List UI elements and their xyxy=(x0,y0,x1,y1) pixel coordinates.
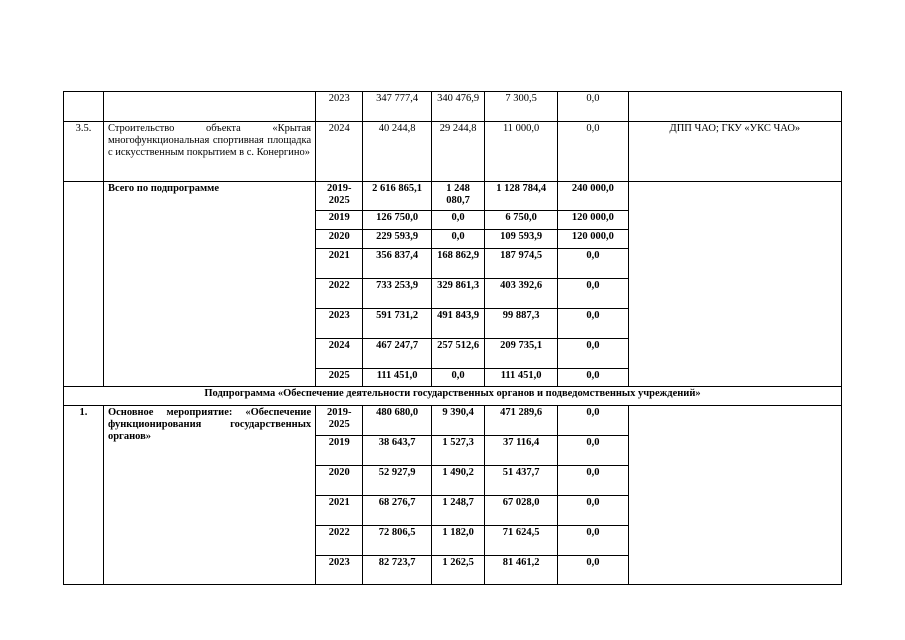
total-cell: 347 777,4 xyxy=(363,92,432,122)
responsible-cell xyxy=(628,406,841,585)
fund-3-cell: 240 000,0 xyxy=(558,182,629,211)
total-cell: 52 927,9 xyxy=(363,466,432,496)
number-cell: 3.5. xyxy=(64,122,104,182)
subprogram-total-label: Всего по подпрограмме xyxy=(103,182,315,387)
table-row xyxy=(64,387,842,406)
fund-3-cell: 0,0 xyxy=(558,249,629,279)
fund-2-cell: 71 624,5 xyxy=(485,526,558,556)
fund-1-cell: 1 182,0 xyxy=(431,526,484,556)
fund-1-cell: 329 861,3 xyxy=(431,279,484,309)
fund-3-cell: 0,0 xyxy=(558,309,629,339)
fund-1-cell: 168 862,9 xyxy=(431,249,484,279)
fund-2-cell: 209 735,1 xyxy=(485,339,558,369)
total-cell: 126 750,0 xyxy=(363,211,432,230)
year-cell: 2020 xyxy=(316,466,363,496)
fund-2-cell: 1 128 784,4 xyxy=(485,182,558,211)
fund-3-cell: 0,0 xyxy=(558,526,629,556)
year-cell: 2023 xyxy=(316,309,363,339)
year-cell: 2022 xyxy=(316,279,363,309)
fund-1-cell: 0,0 xyxy=(431,211,484,230)
fund-1-cell: 1 527,3 xyxy=(431,436,484,466)
fund-2-cell: 111 451,0 xyxy=(485,369,558,387)
year-cell: 2019 xyxy=(316,211,363,230)
fund-1-cell: 1 248,7 xyxy=(431,496,484,526)
total-cell: 467 247,7 xyxy=(363,339,432,369)
fund-3-cell: 0,0 xyxy=(558,556,629,585)
fund-2-cell: 81 461,2 xyxy=(485,556,558,585)
responsible-cell xyxy=(628,92,841,122)
total-cell: 38 643,7 xyxy=(363,436,432,466)
number-cell xyxy=(64,92,104,122)
table-row xyxy=(64,122,842,182)
fund-3-cell: 0,0 xyxy=(558,436,629,466)
fund-2-cell: 99 887,3 xyxy=(485,309,558,339)
budget-table xyxy=(63,91,842,585)
year-cell: 2019 xyxy=(316,436,363,466)
fund-2-cell: 37 116,4 xyxy=(485,436,558,466)
year-cell: 2020 xyxy=(316,230,363,249)
fund-1-cell: 1 262,5 xyxy=(431,556,484,585)
fund-2-cell: 67 028,0 xyxy=(485,496,558,526)
year-cell: 2021 xyxy=(316,249,363,279)
fund-2-cell: 11 000,0 xyxy=(485,122,558,182)
fund-3-cell: 0,0 xyxy=(558,496,629,526)
total-cell: 40 244,8 xyxy=(363,122,432,182)
year-cell: 2019-2025 xyxy=(316,182,363,211)
total-cell: 591 731,2 xyxy=(363,309,432,339)
year-cell: 2024 xyxy=(316,339,363,369)
fund-1-cell: 9 390,4 xyxy=(431,406,484,436)
fund-2-cell: 187 974,5 xyxy=(485,249,558,279)
fund-3-cell: 0,0 xyxy=(558,369,629,387)
year-cell: 2022 xyxy=(316,526,363,556)
fund-2-cell: 7 300,5 xyxy=(485,92,558,122)
fund-1-cell: 0,0 xyxy=(431,230,484,249)
fund-2-cell: 403 392,6 xyxy=(485,279,558,309)
table-row xyxy=(64,182,842,211)
name-cell xyxy=(103,92,315,122)
fund-1-cell: 0,0 xyxy=(431,369,484,387)
total-cell: 111 451,0 xyxy=(363,369,432,387)
responsible-cell xyxy=(628,182,841,387)
number-cell xyxy=(64,182,104,387)
total-cell: 2 616 865,1 xyxy=(363,182,432,211)
subprogram-title: Подпрограмма «Обеспечение деятельности государственных органов и подведомственных учреждений» xyxy=(64,387,842,406)
name-cell: Строительство объекта «Крытая многофункциональная спортивная площадка с искусственным покрытием в с. Конергино» xyxy=(103,122,315,182)
name-cell: Основное мероприятие: «Обеспечение функционирования государственных органов» xyxy=(103,406,315,585)
total-cell: 356 837,4 xyxy=(363,249,432,279)
year-cell: 2025 xyxy=(316,369,363,387)
table-row xyxy=(64,92,842,122)
total-cell: 733 253,9 xyxy=(363,279,432,309)
total-cell: 229 593,9 xyxy=(363,230,432,249)
fund-3-cell: 120 000,0 xyxy=(558,211,629,230)
total-cell: 68 276,7 xyxy=(363,496,432,526)
fund-1-cell: 491 843,9 xyxy=(431,309,484,339)
fund-3-cell: 0,0 xyxy=(558,279,629,309)
year-cell: 2023 xyxy=(316,92,363,122)
total-cell: 480 680,0 xyxy=(363,406,432,436)
fund-2-cell: 6 750,0 xyxy=(485,211,558,230)
fund-2-cell: 109 593,9 xyxy=(485,230,558,249)
fund-2-cell: 471 289,6 xyxy=(485,406,558,436)
year-cell: 2023 xyxy=(316,556,363,585)
year-cell: 2021 xyxy=(316,496,363,526)
fund-1-cell: 1 248 080,7 xyxy=(431,182,484,211)
total-cell: 82 723,7 xyxy=(363,556,432,585)
fund-1-cell: 1 490,2 xyxy=(431,466,484,496)
fund-1-cell: 257 512,6 xyxy=(431,339,484,369)
responsible-cell: ДПП ЧАО; ГКУ «УКС ЧАО» xyxy=(628,122,841,182)
total-cell: 72 806,5 xyxy=(363,526,432,556)
fund-1-cell: 340 476,9 xyxy=(431,92,484,122)
fund-3-cell: 0,0 xyxy=(558,466,629,496)
table-row xyxy=(64,406,842,436)
fund-3-cell: 120 000,0 xyxy=(558,230,629,249)
fund-3-cell: 0,0 xyxy=(558,122,629,182)
fund-1-cell: 29 244,8 xyxy=(431,122,484,182)
fund-3-cell: 0,0 xyxy=(558,92,629,122)
number-cell: 1. xyxy=(64,406,104,585)
year-cell: 2024 xyxy=(316,122,363,182)
year-cell: 2019-2025 xyxy=(316,406,363,436)
fund-3-cell: 0,0 xyxy=(558,339,629,369)
fund-3-cell: 0,0 xyxy=(558,406,629,436)
fund-2-cell: 51 437,7 xyxy=(485,466,558,496)
